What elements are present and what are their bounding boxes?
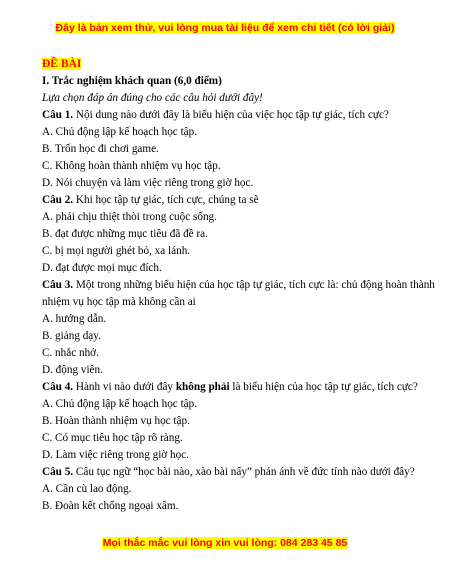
section-title: ĐỀ BÀI bbox=[42, 58, 82, 70]
question-1: Câu 1. Nội dung nào dưới đây là biểu hiện của việc học tập tự giác, tích cực? bbox=[42, 109, 389, 121]
preview-notice-text: Đây là bản xem thử, vui lòng mua tài liệu để xem chi tiết (có lời giải) bbox=[55, 22, 395, 34]
option: D. Làm việc riêng trong giờ học. bbox=[42, 449, 189, 461]
question-5: Câu 5. Câu tục ngữ “học bài nào, xào bài nấy” phản ánh về đức tính nào dưới đây? bbox=[42, 466, 415, 478]
option: C. nhắc nhở. bbox=[42, 347, 99, 359]
option: D. đạt được mọi mục đích. bbox=[42, 262, 162, 274]
contact-notice-banner bbox=[0, 537, 450, 549]
question-3: Câu 3. Một trong những biểu hiện của học tập tự giác, tích cực là: chủ động hoàn thành bbox=[42, 279, 435, 291]
option: D. động viên. bbox=[42, 364, 103, 376]
option: A. phải chịu thiệt thòi trong cuộc sống. bbox=[42, 211, 217, 223]
option: A. hướng dẫn. bbox=[42, 313, 107, 325]
option: C. Không hoàn thành nhiệm vụ học tập. bbox=[42, 160, 221, 172]
part-title: I. Trắc nghiệm khách quan (6,0 điểm) bbox=[42, 75, 222, 87]
question-2: Câu 2. Khi học tập tự giác, tích cực, chúng ta sẽ bbox=[42, 194, 259, 206]
option: C. bị mọi người ghét bỏ, xa lánh. bbox=[42, 245, 191, 257]
option: A. Cần cù lao động. bbox=[42, 483, 132, 495]
option: A. Chủ động lập kế hoạch học tập. bbox=[42, 126, 198, 138]
question-4: Câu 4. Hành vi nào dưới đây không phải là biểu hiện của học tập tự giác, tích cực? bbox=[42, 381, 418, 393]
instruction: Lựa chọn đáp án đúng cho các câu hỏi dưới đây! bbox=[42, 92, 263, 104]
question-3-continuation: nhiệm vụ học tập mà không cần ai bbox=[42, 296, 196, 308]
option: B. Trốn học đi chơi game. bbox=[42, 143, 159, 155]
option: A. Chủ động lập kế hoạch học tập. bbox=[42, 398, 198, 410]
contact-notice-text: Mọi thắc mắc vui lòng xin vui lòng: 084 283 45 85 bbox=[102, 537, 348, 549]
option: D. Nói chuyện và làm việc riêng trong giờ học. bbox=[42, 177, 254, 189]
option: B. giảng dạy. bbox=[42, 330, 101, 342]
option: C. Có mục tiêu học tập rõ ràng. bbox=[42, 432, 183, 444]
option: B. đạt được những mục tiêu đã đề ra. bbox=[42, 228, 208, 240]
exam-content bbox=[42, 55, 442, 515]
option: B. Hoàn thành nhiệm vụ học tập. bbox=[42, 415, 190, 427]
preview-notice-banner bbox=[0, 22, 450, 34]
option: B. Đoàn kết chống ngoại xâm. bbox=[42, 500, 179, 512]
